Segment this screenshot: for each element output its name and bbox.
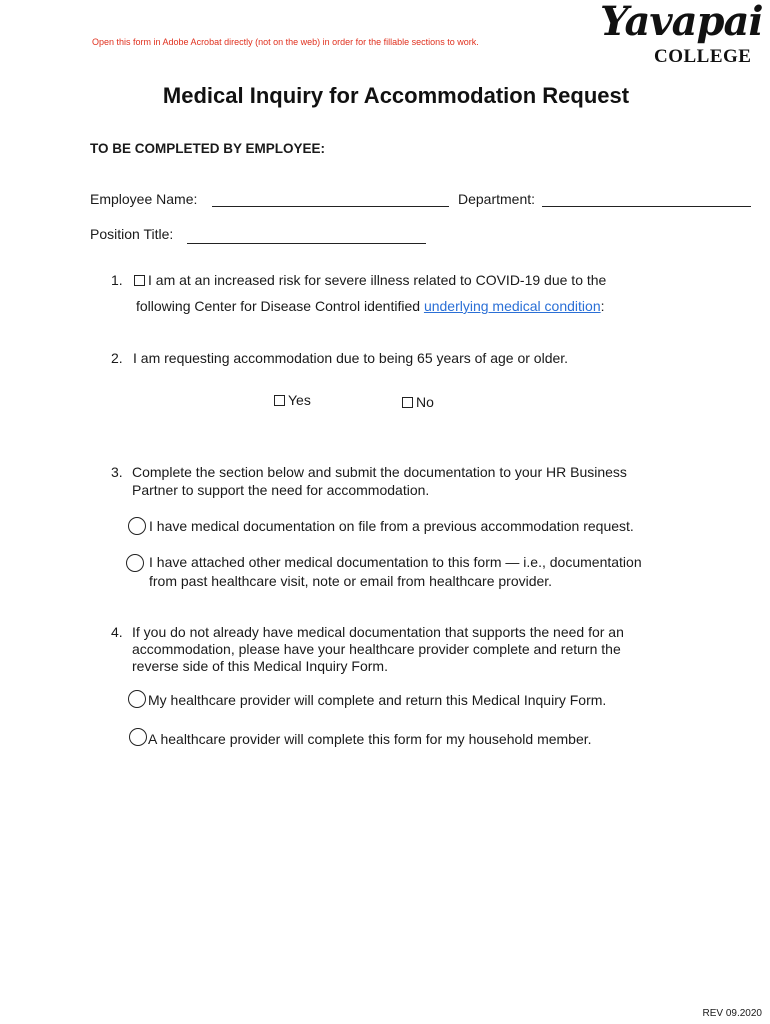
yes-checkbox[interactable] (274, 395, 285, 406)
employee-name-label: Employee Name: (90, 191, 198, 207)
position-title-field[interactable] (187, 226, 426, 244)
form-title: Medical Inquiry for Accommodation Request (162, 83, 630, 108)
item4-number: 4. (111, 624, 123, 640)
employee-name-field[interactable] (212, 189, 449, 207)
yes-label: Yes (288, 392, 311, 408)
item4-line2: accommodation, please have your healthcare provider complete and return the (132, 641, 621, 657)
acrobat-notice: Open this form in Adobe Acrobat directly (not on the web) in order for the fillable sections to work. (92, 37, 479, 47)
no-option[interactable] (402, 394, 434, 410)
household-member-label: A healthcare provider will complete this form for my household member. (148, 731, 592, 747)
no-label: No (416, 394, 434, 410)
provider-complete-label: My healthcare provider will complete and return this Medical Inquiry Form. (148, 692, 607, 708)
covid-risk-checkbox[interactable] (134, 275, 145, 286)
yes-option[interactable] (274, 392, 311, 408)
no-checkbox[interactable] (402, 397, 413, 408)
doc-attached-radio[interactable] (126, 554, 144, 572)
item1-number: 1. (111, 272, 123, 288)
item1-text-a: I am at an increased risk for severe illness related to COVID-19 due to the (148, 272, 607, 288)
provider-complete-radio[interactable] (128, 690, 146, 708)
item1-text-b-prefix: following Center for Disease Control identified (136, 298, 424, 314)
department-field[interactable] (542, 189, 751, 207)
department-label: Department: (458, 191, 536, 207)
household-member-radio[interactable] (129, 728, 147, 746)
item3-number: 3. (111, 464, 123, 480)
item4-line3: reverse side of this Medical Inquiry Form. (132, 658, 388, 674)
doc-attached-label-line2: from past healthcare visit, note or email from healthcare provider. (149, 573, 553, 589)
item2-text: I am requesting accommodation due to being 65 years of age or older. (133, 350, 569, 366)
item1-line2 (136, 298, 605, 314)
revision-label: REV 09.2020 (702, 1008, 762, 1019)
doc-on-file-label: I have medical documentation on file from a previous accommodation request. (149, 518, 634, 534)
logo-script-text: Yavapai (600, 0, 763, 45)
item4-line1: If you do not already have medical documentation that supports the need for an (132, 624, 624, 640)
item3-line1: Complete the section below and submit the documentation to your HR Business (132, 464, 627, 480)
logo-sub-text: COLLEGE (654, 46, 752, 67)
item1-text-b-suffix: : (600, 298, 605, 314)
item1-line1 (134, 272, 606, 288)
underlying-condition-link[interactable]: underlying medical condition (423, 298, 601, 314)
item3-line2: Partner to support the need for accommodation. (132, 482, 430, 498)
position-title-label: Position Title: (90, 226, 174, 242)
section-heading: TO BE COMPLETED BY EMPLOYEE: (90, 141, 326, 156)
doc-on-file-radio[interactable] (128, 517, 146, 535)
item2-number: 2. (111, 350, 123, 366)
doc-attached-label-line1: I have attached other medical documentation to this form — i.e., documentation (149, 554, 642, 570)
yavapai-college-logo (598, 2, 766, 68)
